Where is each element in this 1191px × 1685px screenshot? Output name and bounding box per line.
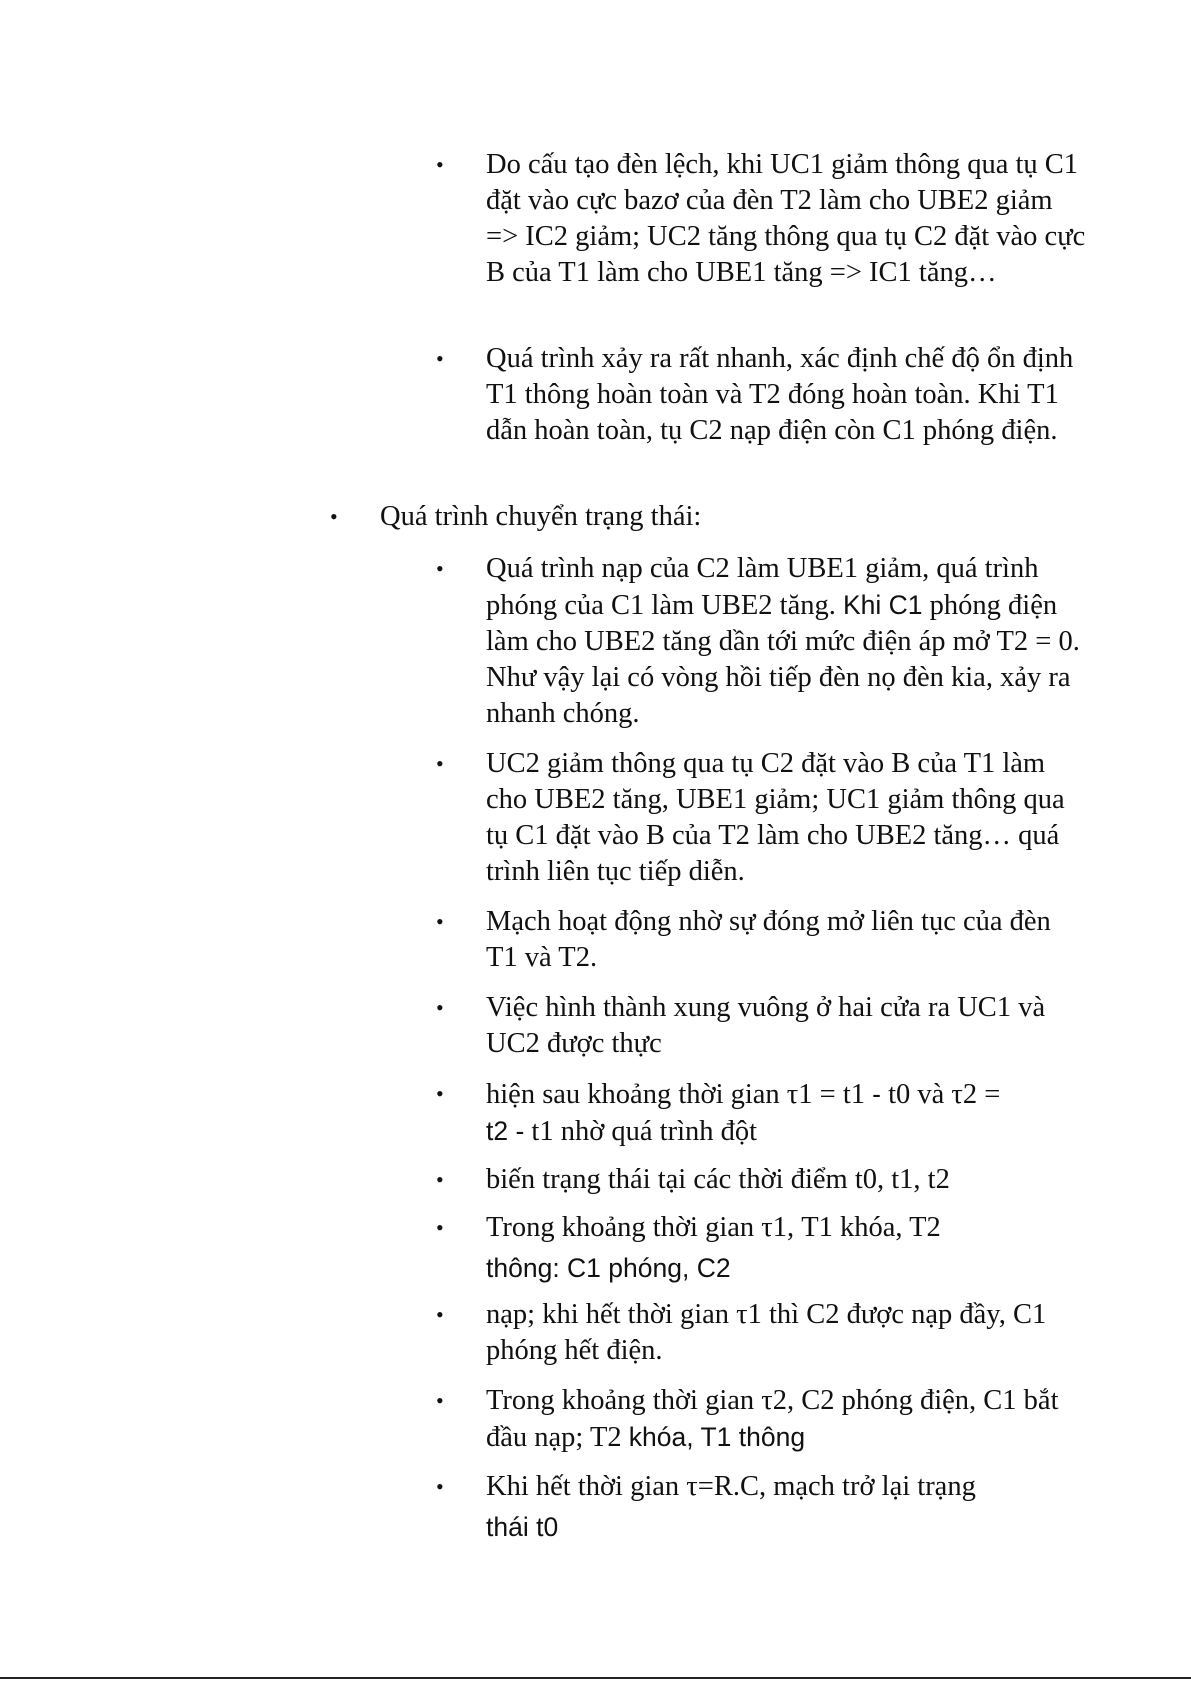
list-item-text: Trong khoảng thời gian τ1, T1 khóa, T2 thông: C1 phóng, C2 xyxy=(486,1212,941,1283)
bullet: • xyxy=(436,751,444,776)
list-item-text: biến trạng thái tại các thời điểm t0, t1, t2 xyxy=(486,1164,950,1195)
bullet: • xyxy=(436,1474,444,1499)
bullet: • xyxy=(436,152,444,177)
bullet: • xyxy=(436,1388,444,1413)
list-item-text: Quá trình chuyển trạng thái: xyxy=(380,501,702,532)
bullet: • xyxy=(436,1302,444,1327)
bullet: • xyxy=(330,504,338,529)
list-item-text: nạp; khi hết thời gian τ1 thì C2 được nạp đầy, C1 phóng hết điện. xyxy=(486,1299,1047,1366)
bullet: • xyxy=(436,1081,444,1106)
list-item-text: Do cấu tạo đèn lệch, khi UC1 giảm thông qua tụ C1 đặt vào cực bazơ của đèn T2 làm cho UBE2 giảm => IC2 giảm; UC2 tăng thông qua tụ C2 đặt vào cực B của T1 làm cho UBE1 tăng => IC1 tăng… xyxy=(486,149,1086,288)
list-item-text: hiện sau khoảng thời gian τ1 = t1 - t0 và τ2 = t2 - t1 nhờ quá trình đột xyxy=(486,1079,1001,1147)
bullet: • xyxy=(436,995,444,1020)
page-bottom-rule xyxy=(0,1677,1191,1679)
list-item-text: Trong khoảng thời gian τ2, C2 phóng điện, C1 bắt đầu nạp; T2 khóa, T1 thông xyxy=(486,1385,1059,1453)
list-item-text: Quá trình xảy ra rất nhanh, xác định chế độ ổn định T1 thông hoàn toàn và T2 đóng hoàn toàn. Khi T1 dẫn hoàn toàn, tụ C2 nạp điện còn C1 phóng điện. xyxy=(486,343,1074,446)
bullet: • xyxy=(436,909,444,934)
bullet: • xyxy=(436,346,444,371)
bullet: • xyxy=(436,556,444,581)
list-item-text: UC2 giảm thông qua tụ C2 đặt vào B của T1 làm cho UBE2 tăng, UBE1 giảm; UC1 giảm thông qua tụ C1 đặt vào B của T2 làm cho UBE2 tăng… quá trình liên tục tiếp diễn. xyxy=(486,748,1065,887)
list-item-text: Mạch hoạt động nhờ sự đóng mở liên tục của đèn T1 và T2. xyxy=(486,906,1051,973)
list-item-text: Việc hình thành xung vuông ở hai cửa ra UC1 và UC2 được thực xyxy=(486,992,1046,1059)
bullet: • xyxy=(436,1167,444,1192)
list-item-text: Khi hết thời gian τ=R.C, mạch trở lại trạng thái t0 xyxy=(486,1471,976,1542)
bullet: • xyxy=(436,1215,444,1240)
list-item-text: Quá trình nạp của C2 làm UBE1 giảm, quá trình phóng của C1 làm UBE2 tăng. Khi C1 phóng điện làm cho UBE2 tăng dần tới mức điện áp mở T2 = 0. Như vậy lại có vòng hồi tiếp đèn nọ đèn kia, xảy ra nhanh chóng. xyxy=(486,553,1080,729)
